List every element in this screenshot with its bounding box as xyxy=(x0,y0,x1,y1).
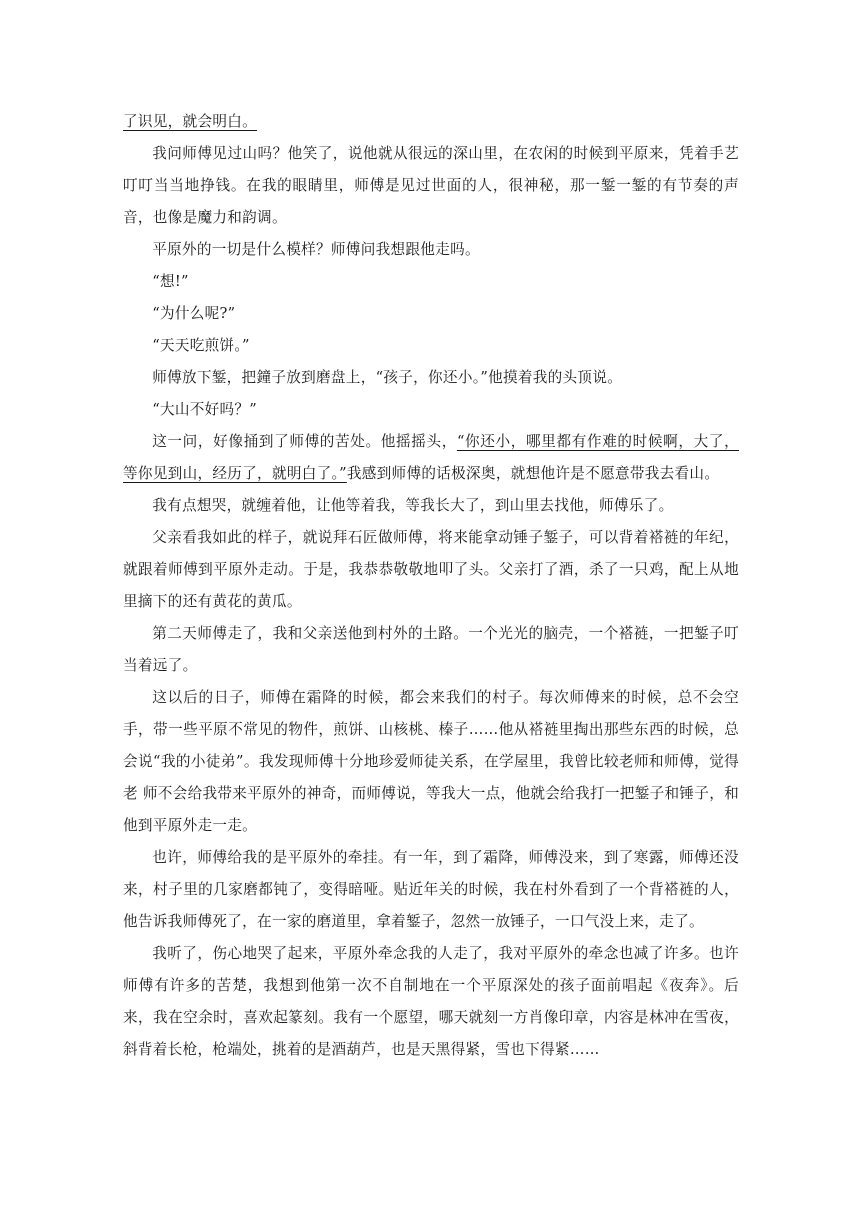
paragraph-text: 父亲看我如此的样子，就说拜石匠做师傅，将来能拿动锤子錾子，可以背着褡裢的年纪，就跟着师傅到平原外走动。于是，我恭恭敬敬地叩了头。父亲打了酒，杀了一只鸡，配上从地 里摘下的还有黄花的黄瓜。 xyxy=(123,529,739,610)
dialogue-text: “大山不好吗？” xyxy=(152,401,258,418)
document-body xyxy=(123,106,739,1066)
paragraph-text: 这一问，好像捅到了师傅的苦处。他摇摇头， xyxy=(152,433,457,450)
paragraph xyxy=(123,138,739,234)
paragraph xyxy=(123,106,739,138)
paragraph xyxy=(123,234,739,266)
paragraph xyxy=(123,938,739,1066)
paragraph xyxy=(123,842,739,938)
paragraph xyxy=(123,426,739,490)
paragraph xyxy=(123,490,739,522)
dialogue-line xyxy=(123,298,739,330)
paragraph-text: 我听了，伤心地哭了起来，平原外牵念我的人走了，我对平原外的牵念也减了许多。也许师傅有许多的苦楚，我想到他第一次不自制地在一个平原深处的孩子面前唱起《夜奔》。后来，我在空余时，喜欢起篆刻。我有一个愿望，哪天就刻一方肖像印章，内容是林冲在雪夜，斜背着长枪，枪端处，挑着的是酒葫芦，也是天黑得紧，雪也下得紧…… xyxy=(123,945,739,1058)
dialogue-line xyxy=(123,266,739,298)
paragraph-text: 我感到师傅的话极深奥，就想他许是不愿意带我去看山。 xyxy=(346,465,720,482)
dialogue-text: “为什么呢?” xyxy=(152,305,236,322)
paragraph-text: 第二天师傅走了，我和父亲送他到村外的土路。一个光光的脑壳，一个褡裢，一把錾子叮当着远了。 xyxy=(123,625,739,674)
underlined-sentence: “你还小，哪里都有作难的时候啊，大了，等你见到山，经历了，就明白了。” xyxy=(123,433,739,482)
paragraph-text: 我有点想哭，就缠着他，让他等着我，等我长大了，到山里去找他，师傅乐了。 xyxy=(152,497,674,514)
dialogue-text: “想!” xyxy=(152,273,189,290)
paragraph-text: 我问师傅见过山吗？他笑了，说他就从很远的深山里，在农闲的时候到平原来，凭着手艺 叮叮当当地挣钱。在我的眼睛里，师傅是见过世面的人，很神秘，那一錾一錾的有节奏的声 音，也像是魔力和韵调。 xyxy=(123,145,739,226)
paragraph xyxy=(123,682,739,842)
paragraph-text: 这以后的日子，师傅在霜降的时候，都会来我们的村子。每次师傅来的时候，总不会空手，带一些平原不常见的物件，煎饼、山核桃、榛子……他从褡裢里掏出那些东西的时候，总会说“我的小徒弟”。我发现师傅十分地珍爱师徒关系，在学屋里，我曾比较老师和师傅，觉得老 师不会给我带来平原外的神奇，而师傅说，等我大一点，他就会给我打一把錾子和锤子，和他到平原外走一走。 xyxy=(123,689,739,834)
dialogue-line xyxy=(123,394,739,426)
paragraph-text: 平原外的一切是什么模样？师傅问我想跟他走吗。 xyxy=(152,241,480,258)
paragraph xyxy=(123,522,739,618)
paragraph-text: 师傅放下錾，把鐘子放到磨盘上，“孩子，你还小。”他摸着我的头顶说。 xyxy=(152,369,623,386)
paragraph xyxy=(123,362,739,394)
dialogue-text: “天天吃煎饼。” xyxy=(152,337,250,354)
dialogue-line xyxy=(123,330,739,362)
paragraph-text: 也许，师傅给我的是平原外的牵挂。有一年，到了霜降，师傅没来，到了寒露，师傅还没来，村子里的几家磨都钝了，变得暗哑。贴近年关的时候，我在村外看到了一个背褡裢的人，他告诉我师傅死了，在一家的磨道里，拿着錾子，忽然一放锤子，一口气没上来，走了。 xyxy=(123,849,739,930)
underlined-sentence: 了识见，就会明白。 xyxy=(123,113,258,130)
paragraph xyxy=(123,618,739,682)
